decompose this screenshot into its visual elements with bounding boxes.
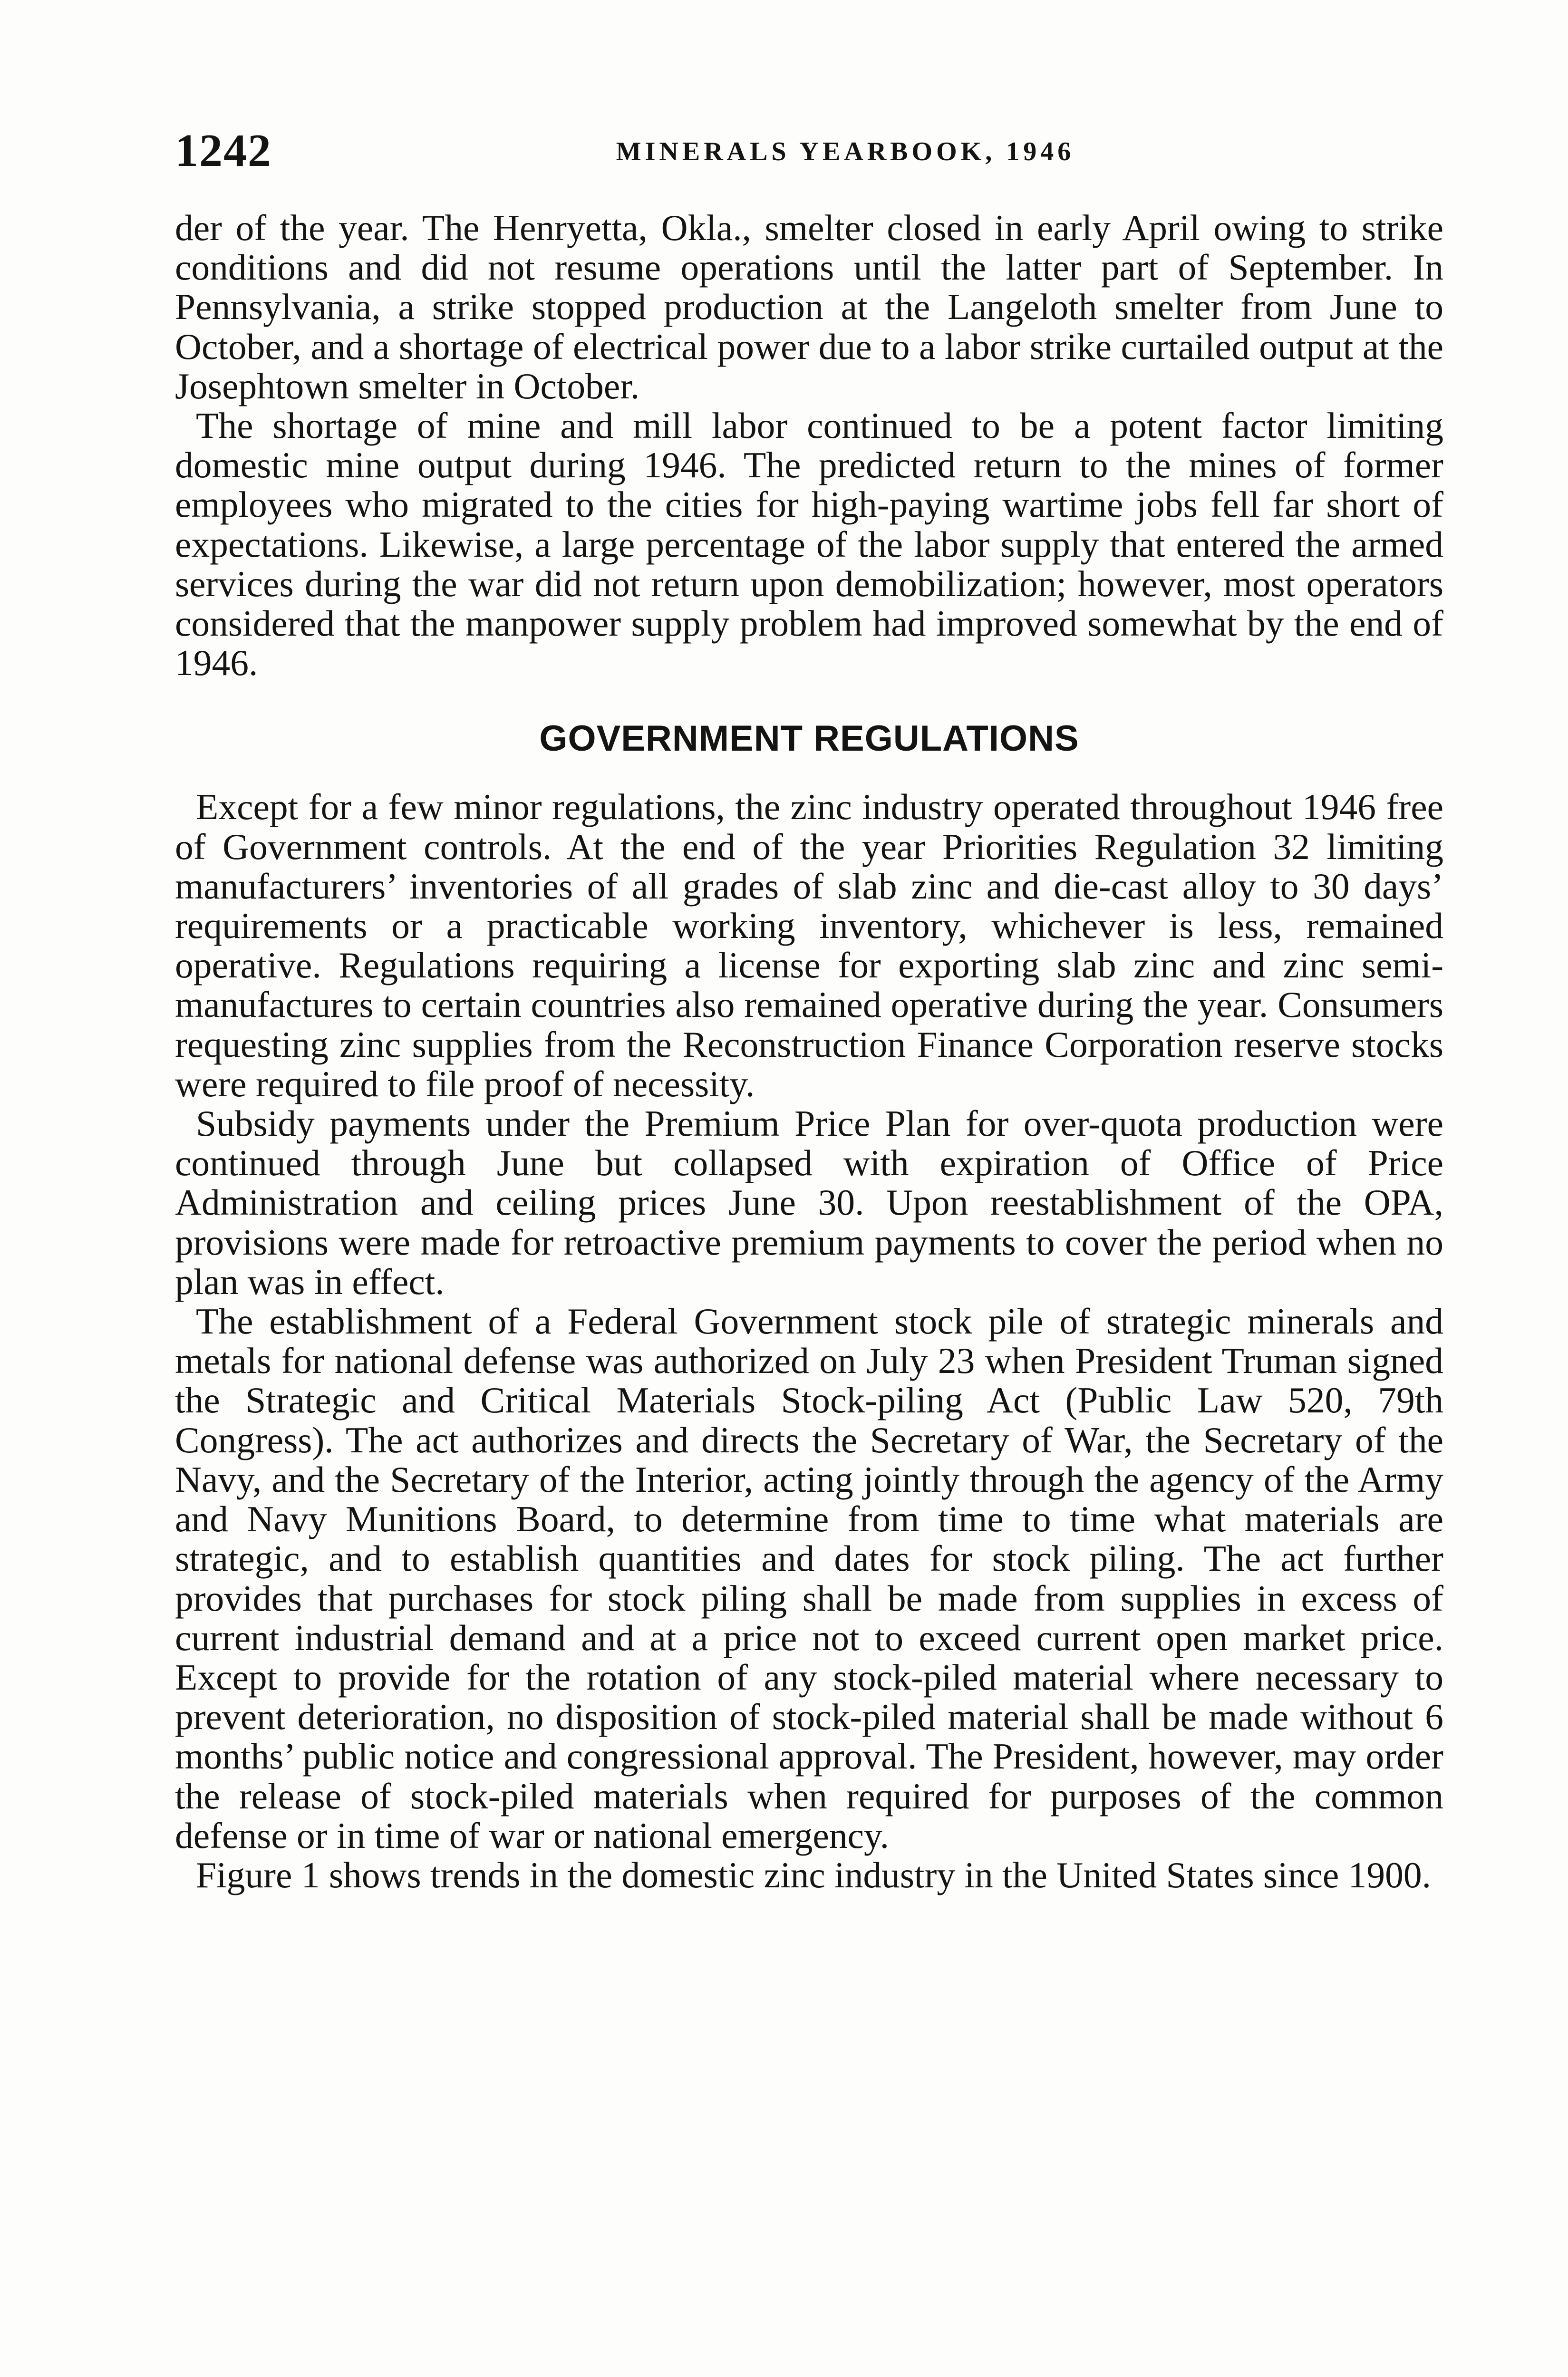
- section-heading: GOVERNMENT REGULATIONS: [539, 718, 1079, 759]
- paragraph-labor-shortage: The shortage of mine and mill labor continued to be a potent factor limiting domestic mine output during 1946. The predicted return to the mines of former employees who migrated to the cities for high-paying wartime jobs fell far short of expectations. Likewise, a large percentage of the labor supply that entered the armed services during the war did not return upon demobilization; however, most operators considered that the manpower supply problem had improved somewhat by the end of 1946.: [175, 405, 1443, 684]
- page-header: [175, 125, 1459, 177]
- paragraph-stock-pile: The establishment of a Federal Government stock pile of strategic minerals and metals for national defense was authorized on July 23 when President Truman signed the Strategic and Critical Materials Stock-piling Act (Public Law 520, 79th Congress). The act authorizes and directs the Secretary of War, the Secretary of the Navy, and the Secretary of the Interior, acting jointly through the agency of the Army and Navy Munitions Board, to determine from time to time what materials are strategic, and to establish quantities and dates for stock piling. The act further provides that purchases for stock piling shall be made from supplies in excess of current industrial demand and at a price not to exceed current open market price. Except to provide for the rotation of any stock-piled material where necessary to prevent deterioration, no disposition of stock-piled material shall be made without 6 months’ public notice and congressional approval. The President, however, may order the release of stock-piled materials when required for purposes of the common defense or in time of war or national emergency.: [175, 1301, 1443, 1856]
- paragraph-regulations: Except for a few minor regulations, the zinc industry operated throughout 1946 free of Government controls. At the end of the year Priorities Regulation 32 limiting manufacturers’ inventories of all grades of slab zinc and die-cast alloy to 30 days’ requirements or a practicable working inventory, whichever is less, remained operative. Regulations requiring a license for exporting slab zinc and zinc semimanufactures to certain countries also remained operative during the year. Consumers requesting zinc supplies from the Reconstruction Finance Corporation reserve stocks were required to file proof of necessity.: [175, 786, 1443, 1104]
- page-body: [175, 208, 1443, 1895]
- paragraph-subsidy: Subsidy payments under the Premium Price Plan for over-quota production were continued through June but collapsed with expiration of Office of Price Administration and ceiling prices June 30. Upon reestablishment of the OPA, provisions were made for retroactive premium payments to cover the period when no plan was in effect.: [175, 1103, 1443, 1302]
- paragraph-continued: der of the year. The Henryetta, Okla., smelter closed in early April owing to strike conditions and did not resume operations until the latter part of September. In Pennsylvania, a strike stopped production at the Langeloth smelter from June to October, and a shortage of electrical power due to a labor strike curtailed output at the Josephtown smelter in October.: [175, 207, 1443, 406]
- running-title: MINERALS YEARBOOK, 1946: [616, 137, 1075, 166]
- paragraph-figure-reference: Figure 1 shows trends in the domestic zinc industry in the United States since 1900.: [196, 1854, 1432, 1895]
- page-number: 1242: [175, 125, 272, 176]
